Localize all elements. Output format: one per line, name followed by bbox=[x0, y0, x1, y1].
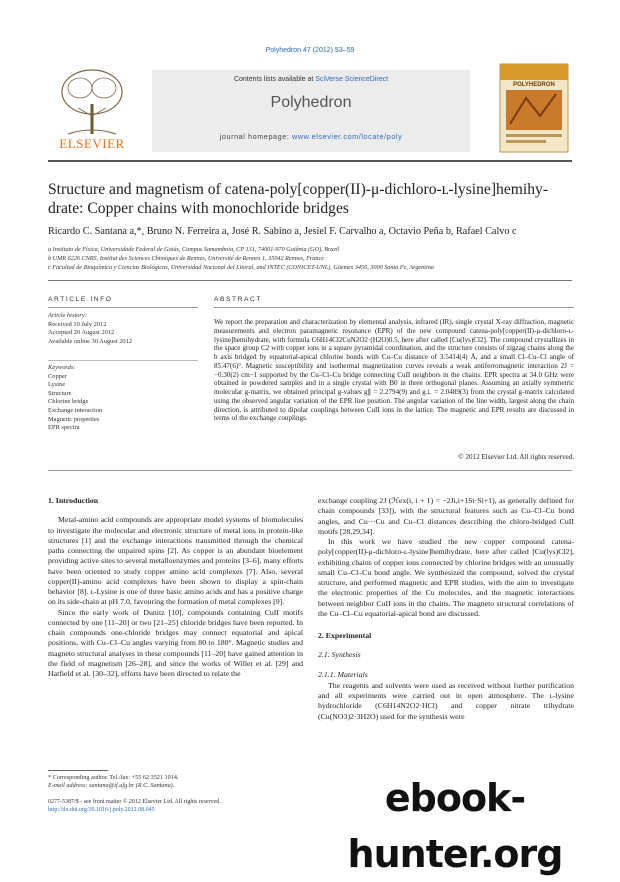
abstract-heading: ABSTRACT bbox=[214, 296, 262, 303]
homepage-line bbox=[152, 132, 470, 141]
doi-link[interactable]: http://dx.doi.org/10.1016/j.poly.2012.08.045 bbox=[48, 806, 155, 813]
homepage-prefix: journal homepage: bbox=[219, 132, 293, 141]
affiliation-c: c Facultad de Bioquímica y Ciencias Biológicas, Universidad Nacional del Litoral, and INTEC (CONICET-UNL), Güemes 3450, 3000 Santa Fe, Argentina bbox=[48, 264, 434, 271]
right-paragraph-1: exchange coupling 2J (ℋex(i, i + 1) = −2Ji,i+1Si·Si+1), as generally defined for chain compounds [33]), with the structural features such as Cu–Cl–Cu bond angles, and Cu···Cu and Cu–Cl distances describing the chloro-bridged CuII motifs [28,29,34]. bbox=[318, 496, 574, 536]
abstract-copyright: © 2012 Elsevier Ltd. All rights reserved. bbox=[458, 453, 574, 461]
title-line-1: Structure and magnetism of catena-poly[copper(II)-μ-dichloro-ʟ-lysine]hemihy- bbox=[48, 181, 549, 198]
keyword: Magnetic properties bbox=[48, 415, 100, 423]
issn-line: 0277-5387/$ - see front matter © 2012 Elsevier Ltd. All rights reserved. bbox=[48, 799, 221, 805]
watermark-overlay bbox=[305, 770, 605, 876]
keywords-label: Keywords: bbox=[48, 364, 76, 371]
masthead-rule bbox=[48, 160, 572, 162]
contents-line bbox=[152, 76, 470, 83]
keyword: Exchange interaction bbox=[48, 406, 103, 414]
header-rule bbox=[48, 280, 572, 281]
keyword: Copper bbox=[48, 372, 67, 380]
intro-paragraph-1: Metal-amino acid compounds are appropriate model systems of biomolecules to investigate the molecular and electronic structure of metal ions in protein-like structures [1] and the exchange interactions transmitted through the chemical paths connecting the unpaired spins [2]. As copper is an abundant bioelement providing active sites to several metalloenzymes and proteins [3–6], many efforts have been oriented to study copper amino acid complexes [7]. Also, several copper(II)-amino acid complexes have been shown to display a spin-chain behavior [8]. ʟ-Lysine is one of three basic amino acids and has a positive charge on its side-chain at pH 7.0, favouring the formation of metal complexes [9]. bbox=[48, 515, 303, 607]
contents-prefix: Contents lists available at bbox=[233, 76, 316, 83]
article-history bbox=[48, 312, 198, 346]
sciencedirect-link[interactable]: SciVerse ScienceDirect bbox=[315, 76, 389, 83]
journal-citation[interactable]: Polyhedron 47 (2012) 53–59 bbox=[265, 47, 355, 54]
left-column bbox=[48, 496, 303, 679]
corresponding-author-note bbox=[48, 774, 308, 790]
keyword: Chlorine bridge bbox=[48, 398, 89, 406]
keyword: Structure bbox=[48, 389, 72, 397]
keywords-list bbox=[48, 364, 198, 433]
intro-heading: 1. Introduction bbox=[48, 496, 99, 505]
journal-cover-image bbox=[496, 64, 572, 152]
right-paragraph-2: In this work we have studied the new copper compound catena-poly[copper(II)-μ-dichloro-ʟ-lysine]hemihydrate, here after called [Cu(lys)Cl2], exhibiting chains of copper ions connected by chlorine bridges with an unusually small Cu–Cl–Cu bond angle. We synthesized the compound, solved the crystal structure, and performed magnetic and EPR studies, with the aim to investigate the electronic properties of the Cu molecules, and the magnetic interactions between neighbor CuII ions in the chains. The magneto structural correlations of the Cu–Cl–Cu equatorial-apical bond are discussed. bbox=[318, 537, 574, 618]
article-info-heading: ARTICLE INFO bbox=[48, 296, 113, 303]
synthesis-heading: 2.1. Synthesis bbox=[318, 650, 361, 660]
homepage-link[interactable]: www.elsevier.com/locate/poly bbox=[292, 132, 403, 141]
history-accepted: Accepted 20 August 2012 bbox=[48, 329, 115, 337]
author-list: Ricardo C. Santana a,*, Bruno N. Ferreira a, José R. Sabino a, Jesiel F. Carvalho a, Octavio Peña b, Rafael Calvo c bbox=[48, 226, 517, 237]
keyword: EPR spectra bbox=[48, 424, 80, 432]
keywords-rule bbox=[48, 360, 198, 361]
title-line-2: drate: Copper chains with monochloride bridges bbox=[48, 200, 349, 217]
footnote-rule bbox=[48, 770, 108, 771]
abstract-bottom-rule bbox=[48, 470, 572, 471]
intro-paragraph-2: Since the early work of Dunitz [10], compounds containing CuII motifs connected by one [11–20] or two [21–25] chloride bridges have been reported. In chain compounds one-chloride bridges may connect equatorial and apical positions, with Cu–Cl–Cu angles varying from 80 to 180°. Magnetic studies and magneto structural analyses in these compounds [11–20] have gained attention in the field of magnetism [26–28], and since the works of Willet et al. [29] and Hatfield et al. [30–32], efforts have been directed to relate the bbox=[48, 607, 303, 678]
corresponding-author: * Corresponding author. Tel./fax: +55 62 3521 1014. bbox=[48, 774, 179, 781]
affiliation-a: a Instituto de Física, Universidade Federal de Goiás, Campus Samambaia, CP 131, 74001-970 Goiânia (GO), Brazil bbox=[48, 246, 340, 253]
right-column bbox=[318, 496, 574, 722]
history-received: Received 10 July 2012 bbox=[48, 320, 107, 328]
watermark-text: ebook-hunter.org bbox=[347, 776, 563, 876]
article-info-rule bbox=[48, 307, 198, 308]
elsevier-logo bbox=[48, 64, 136, 152]
experimental-heading: 2. Experimental bbox=[318, 631, 372, 640]
history-online: Available online 30 August 2012 bbox=[48, 337, 133, 345]
abstract-rule bbox=[214, 307, 574, 308]
author-email[interactable]: E-mail address: santana@if.ufg.br (R.C. Santana). bbox=[48, 782, 175, 789]
cover-title: POLYHEDRON bbox=[513, 82, 555, 88]
history-label: Article history: bbox=[48, 312, 87, 319]
issn-footer bbox=[48, 799, 308, 814]
materials-heading: 2.1.1. Materials bbox=[318, 669, 368, 679]
elsevier-wordmark: ELSEVIER bbox=[59, 136, 125, 151]
journal-name: Polyhedron bbox=[270, 94, 352, 111]
materials-paragraph: The reagents and solvents were used as received without further purification and all experiments were carried out in open atmosphere. The ʟ-lysine hydrochloride (C6H14N2O2·HCl) and copper nitrate trihydrate (Cu(NO3)2·3H2O) used for the synthesis were bbox=[318, 680, 574, 721]
affiliation-b: b UMR 6226 CNRS, Institut des Sciences Chimiques de Rennes, Université de Rennes 1, 35042 Rennes, France bbox=[48, 255, 324, 262]
journal-masthead bbox=[152, 70, 470, 152]
abstract-text: We report the preparation and characterization by elemental analysis, infrared (IR), single crystal X-ray diffraction, magnetic measurements and electron paramagnetic resonance (EPR) of the new compound catena-poly[copper(II)-μ-dichloro-ʟ-lysine]hemihydrate, with formula C6H14Cl2CuN2O2·(H2O)0.5, here after called [Cu(lys)Cl2]. The compound crystallizes in the space group C2 with copper ions in a square pyramidal coordination, and the structure consists of zigzag chains along the b axis bridged by equatorial-apical chlorine bonds with Cu–Cu distance of 3.5414(4) Å, and a small Cl–Cu–Cl angle of 85.47(6)°. Magnetic susceptibility and isothermal magnetization curves reveals a weak antiferromagnetic interaction 2J = −0.30(2) cm−1 supported by the Cu–Cl–Cu bridge connecting CuII neighbors in the chains. EPR spectra at 34.0 GHz were obtained in powdered samples and in a single crystal with B0 in three orthogonal planes. Assuming an axially symmetric molecular g-matrix, we obtained principal g-values g∥ = 2.2794(9) and g⊥ = 2.0489(3) from the crystal g-matrix calculated using the observed angular variation of the EPR line position. The angular variation of the line width, largest along the chain direction, is attributed to dipolar couplings between CuII ions in the lattice. The magnetic and EPR results are discussed in terms of the exchange couplings. bbox=[214, 318, 574, 423]
keyword: Lysine bbox=[48, 381, 66, 389]
article-title bbox=[48, 180, 578, 218]
